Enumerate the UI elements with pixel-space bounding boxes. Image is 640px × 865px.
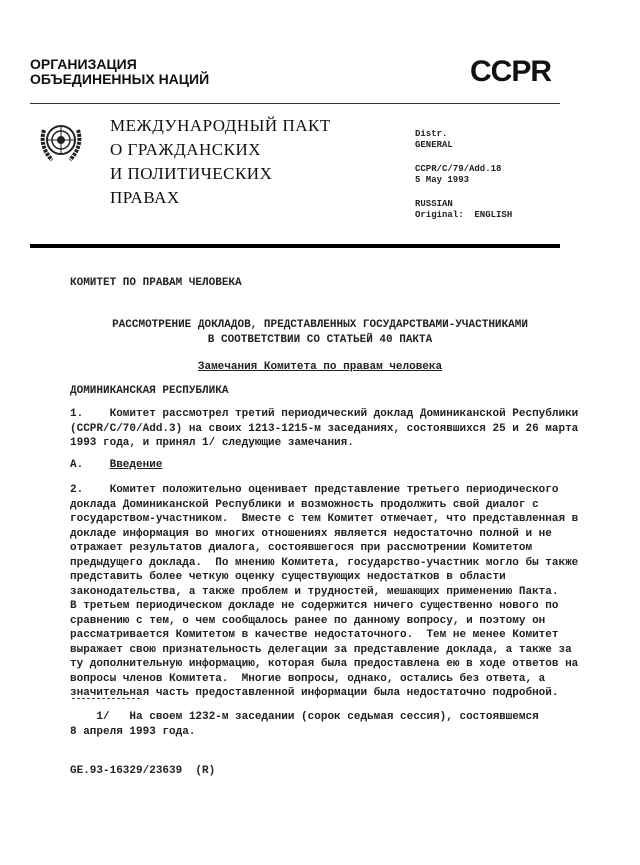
title-line: МЕЖДУНАРОДНЫЙ ПАКТ [110,116,331,135]
section-a-heading [70,458,162,473]
text-line: вопросы членов Комитета. Многие вопросы, однако, остались без ответа, а [70,672,546,685]
footnote-line: 8 апреля 1993 года. [70,725,196,738]
text-line: представить более четкую оценку существующих недостатков в области [70,571,506,583]
country-name: ДОМИНИКАНСКАЯ РЕСПУБЛИКА [70,385,229,397]
original-language: Original: ENGLISH [415,210,513,220]
header-rule [30,103,560,104]
text-line: рассматривается Комитетом в качестве недостаточного. Тем не менее Комитет [70,629,559,641]
org-name [30,57,209,87]
un-emblem-icon [36,116,86,166]
text-line: 1. Комитет рассмотрел третий периодический доклад Доминиканской Республики [70,408,579,420]
text-line: отражает результатов диалога, состоявшегося при рассмотрении Комитетом [70,542,533,554]
heading-line: РАССМОТРЕНИЕ ДОКЛАДОВ, ПРЕДСТАВЛЕННЫХ ГОСУДАРСТВАМИ-УЧАСТНИКАМИ [112,319,528,331]
text-line: выражает свою признательность делегации за представление доклада, а также за [70,643,572,656]
text-line: государством-участником. Вместе с тем Комитет отмечает, что представленная в [70,513,579,525]
distribution-block [415,129,512,221]
org-line-2: ОБЪЕДИНЕННЫХ НАЦИЙ [30,71,210,87]
text-line: законодательства, а также проблем и трудностей, мешающих применению Пакта. [70,585,559,598]
text-line: 1993 года, и принял 1/ следующие замечания. [70,437,354,449]
subheading [0,360,640,375]
paragraph-2 [70,483,578,701]
committee-name: КОМИТЕТ ПО ПРАВАМ ЧЕЛОВЕКА [70,277,242,289]
ccpr-logo: CCPR [470,55,552,88]
footnote-separator [72,698,140,699]
section-title: Введение [109,459,163,471]
document-date: 5 May 1993 [415,175,470,185]
title-line: И ПОЛИТИЧЕСКИХ [110,164,273,183]
distr-value: GENERAL [415,140,453,150]
text-line: предыдущего доклада. По мнению Комитета, государство-участник могло бы также [70,556,579,569]
document-symbol: CCPR/C/79/Add.18 [415,164,502,174]
footnote [70,710,539,739]
document-language: RUSSIAN [415,199,453,209]
text-line: доклада Доминиканской Республики и возможность продолжить свой диалог с [70,498,539,511]
document-title [110,114,331,210]
header-bar [30,244,560,248]
title-line: О ГРАЖДАНСКИХ [110,140,262,159]
text-line: докладе информация во многих отношениях является недостаточно полной и не [70,527,552,540]
section-number: A. [70,459,84,471]
paragraph-1 [70,407,578,451]
text-line: В третьем периодическом докладе не содержится ничего существенно нового по [70,600,559,612]
text-line: 2. Комитет положительно оценивает представление третьего периодического [70,484,559,496]
title-line: ПРАВАХ [110,188,180,207]
text-line: ту дополнительную информацию, которая была предоставлена ею в ходе ответов на [70,658,579,670]
job-number: GE.93-16329/23639 (R) [70,765,216,777]
org-line-1: ОРГАНИЗАЦИЯ [30,56,137,72]
subheading-text: Замечания Комитета по правам человека [197,361,443,373]
footnote-line: 1/ На своем 1232-м заседании (сорок седьмая сессия), состоявшемся [70,711,539,723]
text-line: значительная часть предоставленной информации была недостаточно подробной. [70,687,559,699]
heading-line: В СООТВЕТСТВИИ СО СТАТЬЕЙ 40 ПАКТА [207,333,433,346]
distr-label: Distr. [415,129,448,139]
main-heading [0,318,640,347]
text-line: сравнению с тем, о чем сообщалось ранее по данному вопросу, и поэтому он [70,614,546,627]
text-line: (CCPR/C/70/Add.3) на своих 1213-1215-м заседаниях, состоявшихся 25 и 26 марта [70,422,579,435]
